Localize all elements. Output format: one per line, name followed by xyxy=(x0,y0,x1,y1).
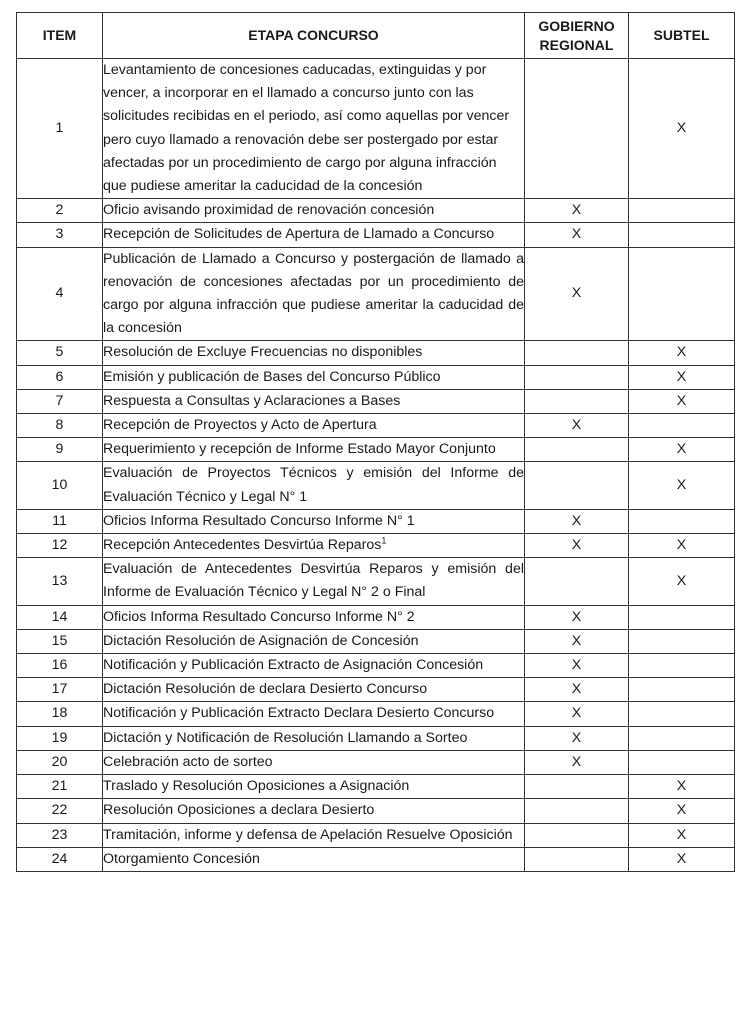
subtel-mark xyxy=(629,247,735,341)
item-number: 23 xyxy=(17,823,103,847)
table-row xyxy=(17,726,735,750)
stage-description xyxy=(103,462,525,509)
subtel-mark xyxy=(629,199,735,223)
item-number: 22 xyxy=(17,799,103,823)
stage-text: Resolución de Excluye Frecuencias no disponibles xyxy=(103,344,423,361)
stage-text: Dictación Resolución de declara Desierto Concurso xyxy=(103,681,428,698)
subtel-mark: X xyxy=(629,799,735,823)
subtel-mark: X xyxy=(629,389,735,413)
table-row xyxy=(17,678,735,702)
stage-text: Resolución Oposiciones a declara Desierto xyxy=(103,802,375,819)
stage-text: Levantamiento de concesiones caducadas, extinguidas y por vencer, a incorporar en el llamado a concurso junto con las solicitudes recibidas en el periodo, así como aquellas por vencer pero cuyo llamado a renovación debe ser postergado por estar afectadas por un procedimiento de cargo por alguna infracción que pudiese ameritar la caducidad de la concesión xyxy=(103,62,510,195)
subtel-mark xyxy=(629,750,735,774)
gobierno-regional-mark: X xyxy=(525,654,629,678)
stage-description xyxy=(103,678,525,702)
item-number: 13 xyxy=(17,558,103,605)
table-row xyxy=(17,223,735,247)
stage-description xyxy=(103,605,525,629)
gobierno-regional-mark xyxy=(525,775,629,799)
stage-description xyxy=(103,414,525,438)
table-row xyxy=(17,389,735,413)
header-item: ITEM xyxy=(17,13,103,59)
stage-description xyxy=(103,247,525,341)
table-row xyxy=(17,823,735,847)
stage-description xyxy=(103,365,525,389)
item-number: 11 xyxy=(17,509,103,533)
gobierno-regional-mark xyxy=(525,462,629,509)
gobierno-regional-mark: X xyxy=(525,678,629,702)
stage-text: Evaluación de Proyectos Técnicos y emisión del Informe de Evaluación Técnico y Legal N° 1 xyxy=(103,465,524,505)
gobierno-regional-mark xyxy=(525,823,629,847)
header-row xyxy=(17,13,735,59)
table-row xyxy=(17,199,735,223)
stage-text: Recepción de Solicitudes de Apertura de Llamado a Concurso xyxy=(103,226,495,243)
stage-text: Recepción de Proyectos y Acto de Apertura xyxy=(103,417,377,434)
gobierno-regional-mark xyxy=(525,847,629,871)
subtel-mark: X xyxy=(629,365,735,389)
table-row xyxy=(17,750,735,774)
gobierno-regional-mark: X xyxy=(525,509,629,533)
gobierno-regional-mark: X xyxy=(525,199,629,223)
gobierno-regional-mark: X xyxy=(525,605,629,629)
table-row xyxy=(17,59,735,199)
stage-text: Recepción Antecedentes Desvirtúa Reparos xyxy=(103,537,382,554)
stage-text: Publicación de Llamado a Concurso y postergación de llamado a renovación de concesiones afectadas por un procedimiento de cargo por alguna infracción que pudiese ameritar la caducidad de la concesión xyxy=(103,250,524,337)
stage-text: Oficios Informa Resultado Concurso Informe N° 2 xyxy=(103,608,415,625)
stage-description xyxy=(103,341,525,365)
item-number: 14 xyxy=(17,605,103,629)
item-number: 16 xyxy=(17,654,103,678)
subtel-mark xyxy=(629,509,735,533)
gobierno-regional-mark: X xyxy=(525,702,629,726)
footnote-marker: 1 xyxy=(381,535,387,546)
gobierno-regional-mark xyxy=(525,558,629,605)
stage-description xyxy=(103,702,525,726)
stage-description xyxy=(103,726,525,750)
stage-description xyxy=(103,750,525,774)
stage-description xyxy=(103,59,525,199)
stage-text: Otorgamiento Concesión xyxy=(103,850,260,867)
gobierno-regional-mark: X xyxy=(525,534,629,558)
item-number: 2 xyxy=(17,199,103,223)
gobierno-regional-mark xyxy=(525,59,629,199)
header-gov-line2: REGIONAL xyxy=(539,36,614,53)
header-stage: ETAPA CONCURSO xyxy=(103,13,525,59)
stage-description xyxy=(103,438,525,462)
stage-description xyxy=(103,558,525,605)
item-number: 5 xyxy=(17,341,103,365)
item-number: 19 xyxy=(17,726,103,750)
stage-description xyxy=(103,847,525,871)
stage-description xyxy=(103,509,525,533)
table-row xyxy=(17,534,735,558)
stage-description xyxy=(103,199,525,223)
table-row xyxy=(17,654,735,678)
subtel-mark xyxy=(629,678,735,702)
subtel-mark: X xyxy=(629,775,735,799)
table-row xyxy=(17,847,735,871)
item-number: 17 xyxy=(17,678,103,702)
table-row xyxy=(17,558,735,605)
subtel-mark xyxy=(629,702,735,726)
subtel-mark: X xyxy=(629,558,735,605)
table-row xyxy=(17,462,735,509)
stage-description xyxy=(103,654,525,678)
item-number: 4 xyxy=(17,247,103,341)
header-subtel: SUBTEL xyxy=(629,13,735,59)
subtel-mark xyxy=(629,414,735,438)
stage-text: Emisión y publicación de Bases del Concurso Público xyxy=(103,368,441,385)
subtel-mark: X xyxy=(629,59,735,199)
subtel-mark xyxy=(629,629,735,653)
gobierno-regional-mark: X xyxy=(525,726,629,750)
table-row xyxy=(17,509,735,533)
item-number: 7 xyxy=(17,389,103,413)
item-number: 10 xyxy=(17,462,103,509)
contest-stages-table xyxy=(16,12,735,872)
gobierno-regional-mark: X xyxy=(525,247,629,341)
stage-text: Notificación y Publicación Extracto Declara Desierto Concurso xyxy=(103,705,495,722)
table-row xyxy=(17,438,735,462)
gobierno-regional-mark: X xyxy=(525,223,629,247)
gobierno-regional-mark xyxy=(525,799,629,823)
item-number: 20 xyxy=(17,750,103,774)
subtel-mark: X xyxy=(629,341,735,365)
item-number: 12 xyxy=(17,534,103,558)
table-row xyxy=(17,605,735,629)
item-number: 15 xyxy=(17,629,103,653)
gobierno-regional-mark xyxy=(525,341,629,365)
stage-text: Notificación y Publicación Extracto de Asignación Concesión xyxy=(103,657,484,674)
stage-description xyxy=(103,534,525,558)
subtel-mark: X xyxy=(629,823,735,847)
item-number: 18 xyxy=(17,702,103,726)
gobierno-regional-mark: X xyxy=(525,414,629,438)
subtel-mark xyxy=(629,605,735,629)
stage-text: Traslado y Resolución Oposiciones a Asignación xyxy=(103,778,410,795)
stage-text: Evaluación de Antecedentes Desvirtúa Reparos y emisión del Informe de Evaluación Técnico y Legal N° 2 o Final xyxy=(103,561,524,601)
table-row xyxy=(17,414,735,438)
stage-text: Dictación Resolución de Asignación de Concesión xyxy=(103,632,419,649)
subtel-mark: X xyxy=(629,462,735,509)
stage-description xyxy=(103,823,525,847)
table-row xyxy=(17,365,735,389)
item-number: 24 xyxy=(17,847,103,871)
item-number: 1 xyxy=(17,59,103,199)
stage-text: Dictación y Notificación de Resolución Llamando a Sorteo xyxy=(103,729,468,746)
stage-text: Respuesta a Consultas y Aclaraciones a Bases xyxy=(103,392,401,409)
gobierno-regional-mark xyxy=(525,389,629,413)
table-row xyxy=(17,247,735,341)
stage-description xyxy=(103,389,525,413)
table-row xyxy=(17,702,735,726)
stage-description xyxy=(103,629,525,653)
stage-text: Oficios Informa Resultado Concurso Informe N° 1 xyxy=(103,512,415,529)
stage-description xyxy=(103,223,525,247)
stage-text: Celebración acto de sorteo xyxy=(103,753,273,770)
gobierno-regional-mark: X xyxy=(525,750,629,774)
item-number: 6 xyxy=(17,365,103,389)
subtel-mark xyxy=(629,654,735,678)
item-number: 3 xyxy=(17,223,103,247)
subtel-mark: X xyxy=(629,534,735,558)
stage-text: Requerimiento y recepción de Informe Estado Mayor Conjunto xyxy=(103,441,496,458)
table-row xyxy=(17,629,735,653)
subtel-mark: X xyxy=(629,438,735,462)
stage-description xyxy=(103,799,525,823)
item-number: 21 xyxy=(17,775,103,799)
gobierno-regional-mark xyxy=(525,438,629,462)
stage-description xyxy=(103,775,525,799)
gobierno-regional-mark xyxy=(525,365,629,389)
item-number: 9 xyxy=(17,438,103,462)
subtel-mark xyxy=(629,726,735,750)
subtel-mark xyxy=(629,223,735,247)
header-gov-line1: GOBIERNO xyxy=(538,17,615,34)
table-row xyxy=(17,341,735,365)
subtel-mark: X xyxy=(629,847,735,871)
header-gobierno-regional xyxy=(525,13,629,59)
stage-text: Tramitación, informe y defensa de Apelación Resuelve Oposición xyxy=(103,826,513,843)
gobierno-regional-mark: X xyxy=(525,629,629,653)
table-row xyxy=(17,799,735,823)
stage-text: Oficio avisando proximidad de renovación concesión xyxy=(103,202,435,219)
table-row xyxy=(17,775,735,799)
item-number: 8 xyxy=(17,414,103,438)
